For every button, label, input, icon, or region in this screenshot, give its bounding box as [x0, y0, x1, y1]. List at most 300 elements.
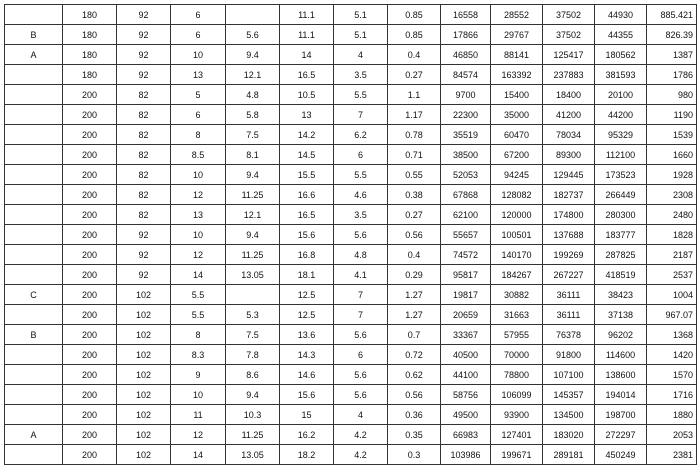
table-cell: 10: [171, 225, 226, 245]
table-cell: 7.5: [226, 125, 280, 145]
table-cell: 13.05: [226, 445, 280, 465]
table-cell: 20659: [441, 305, 491, 325]
table-cell: 1880: [647, 405, 697, 425]
table-cell: 22300: [441, 105, 491, 125]
table-cell: 6: [171, 105, 226, 125]
table-cell: 13: [171, 65, 226, 85]
table-cell: 120000: [491, 205, 543, 225]
table-cell: 5.6: [334, 365, 388, 385]
table-cell: 5.5: [171, 285, 226, 305]
table-cell: 12.5: [280, 305, 334, 325]
table-cell: 18.2: [280, 445, 334, 465]
table-cell: 200: [63, 325, 117, 345]
table-cell: 84574: [441, 65, 491, 85]
table-cell: 5.5: [334, 85, 388, 105]
table-row: [5, 105, 697, 125]
table-cell: 103986: [441, 445, 491, 465]
table-cell: 12: [171, 185, 226, 205]
table-cell: 4.8: [334, 245, 388, 265]
table-cell: 102: [117, 285, 171, 305]
table-cell: 6: [171, 25, 226, 45]
table-cell: 114600: [595, 345, 647, 365]
table-cell-grade: [5, 145, 63, 165]
table-cell-grade: [5, 5, 63, 25]
table-row: [5, 145, 697, 165]
table-cell: 36111: [543, 285, 595, 305]
table-cell: 0.35: [388, 425, 441, 445]
table-cell: 5.5: [171, 305, 226, 325]
table-cell: 74572: [441, 245, 491, 265]
table-cell: 9.4: [226, 45, 280, 65]
table-cell: 8.3: [171, 345, 226, 365]
table-cell: 107100: [543, 365, 595, 385]
table-cell: 11.25: [226, 245, 280, 265]
table-cell: 96202: [595, 325, 647, 345]
table-cell: 88141: [491, 45, 543, 65]
table-row: [5, 385, 697, 405]
table-cell: 92: [117, 5, 171, 25]
table-cell: 78800: [491, 365, 543, 385]
table-cell: 0.55: [388, 165, 441, 185]
table-cell: 200: [63, 405, 117, 425]
table-cell-grade: [5, 405, 63, 425]
table-cell: 41200: [543, 105, 595, 125]
table-cell: 6.2: [334, 125, 388, 145]
table-cell: 37502: [543, 25, 595, 45]
table-cell: 18400: [543, 85, 595, 105]
table-cell: 200: [63, 445, 117, 465]
table-cell-grade: [5, 65, 63, 85]
table-row: [5, 445, 697, 465]
table-cell: 200: [63, 145, 117, 165]
table-cell: 16.6: [280, 185, 334, 205]
table-cell: 0.56: [388, 225, 441, 245]
table-cell: 82: [117, 185, 171, 205]
table-cell: 450249: [595, 445, 647, 465]
table-cell: 52053: [441, 165, 491, 185]
table-cell: 8.5: [171, 145, 226, 165]
table-cell: 200: [63, 305, 117, 325]
table-cell: 15.6: [280, 225, 334, 245]
table-cell: 5.6: [334, 325, 388, 345]
table-cell: 106099: [491, 385, 543, 405]
table-row: [5, 225, 697, 245]
table-cell-grade: A: [5, 425, 63, 445]
table-cell: 12: [171, 245, 226, 265]
table-cell: 200: [63, 345, 117, 365]
table-cell: 92: [117, 265, 171, 285]
table-cell: 10: [171, 45, 226, 65]
table-cell: 2480: [647, 205, 697, 225]
table-cell: 5.5: [334, 165, 388, 185]
table-cell: 0.7: [388, 325, 441, 345]
table-cell: 183777: [595, 225, 647, 245]
table-cell: 102: [117, 325, 171, 345]
table-cell: 1420: [647, 345, 697, 365]
table-cell: 102: [117, 365, 171, 385]
table-cell: 198700: [595, 405, 647, 425]
table-cell: 0.4: [388, 245, 441, 265]
table-cell: 1.1: [388, 85, 441, 105]
table-cell: 1004: [647, 285, 697, 305]
table-cell: 125417: [543, 45, 595, 65]
table-cell-grade: [5, 365, 63, 385]
table-cell: 12: [171, 425, 226, 445]
table-cell: 180: [63, 25, 117, 45]
table-cell: 0.72: [388, 345, 441, 365]
table-cell: 7: [334, 105, 388, 125]
table-cell: 16.5: [280, 65, 334, 85]
table-cell: 0.27: [388, 205, 441, 225]
table-cell: 7: [334, 285, 388, 305]
table-cell-grade: A: [5, 45, 63, 65]
table-cell: 2187: [647, 245, 697, 265]
table-cell: 14.6: [280, 365, 334, 385]
table-cell: 1368: [647, 325, 697, 345]
table-cell: 199269: [543, 245, 595, 265]
table-cell: 200: [63, 165, 117, 185]
table-cell: 76378: [543, 325, 595, 345]
table-cell: 82: [117, 85, 171, 105]
table-cell: 92: [117, 25, 171, 45]
table-cell: 11.25: [226, 425, 280, 445]
table-cell: 44100: [441, 365, 491, 385]
table-cell: 57955: [491, 325, 543, 345]
table-cell: 7.5: [226, 325, 280, 345]
table-cell: 200: [63, 245, 117, 265]
table-cell: 60470: [491, 125, 543, 145]
table-cell: 0.27: [388, 65, 441, 85]
table-cell-grade: [5, 105, 63, 125]
table-cell: 1786: [647, 65, 697, 85]
table-cell: 0.85: [388, 25, 441, 45]
table-cell: 174800: [543, 205, 595, 225]
table-cell: 78034: [543, 125, 595, 145]
table-cell-grade: [5, 225, 63, 245]
table-cell: 82: [117, 105, 171, 125]
table-cell: 381593: [595, 65, 647, 85]
table-cell: 12.1: [226, 205, 280, 225]
table-cell: 2537: [647, 265, 697, 285]
table-cell: 140170: [491, 245, 543, 265]
table-cell: 9.4: [226, 225, 280, 245]
table-cell: 15400: [491, 85, 543, 105]
table-row: [5, 265, 697, 285]
table-cell: 0.38: [388, 185, 441, 205]
table-cell: 200: [63, 85, 117, 105]
table-cell: 5.1: [334, 25, 388, 45]
table-cell: 5.6: [334, 385, 388, 405]
table-cell: 287825: [595, 245, 647, 265]
table-row: [5, 285, 697, 305]
table-cell: 16.8: [280, 245, 334, 265]
table-cell: 19817: [441, 285, 491, 305]
table-row: [5, 45, 697, 65]
table-cell: 0.29: [388, 265, 441, 285]
table-cell: 5.1: [334, 5, 388, 25]
table-cell: 11.1: [280, 25, 334, 45]
table-cell: 1190: [647, 105, 697, 125]
table-cell-grade: [5, 445, 63, 465]
table-cell: 0.36: [388, 405, 441, 425]
table-cell: 967.07: [647, 305, 697, 325]
table-cell: 3.5: [334, 205, 388, 225]
table-cell: 33367: [441, 325, 491, 345]
table-cell: 3.5: [334, 65, 388, 85]
table-cell: 13: [171, 205, 226, 225]
table-cell: 980: [647, 85, 697, 105]
table-cell: 5: [171, 85, 226, 105]
table-cell: 1.17: [388, 105, 441, 125]
table-cell: 92: [117, 45, 171, 65]
table-cell: 82: [117, 145, 171, 165]
table-cell: 0.78: [388, 125, 441, 145]
table-cell: 200: [63, 205, 117, 225]
table-cell: 92: [117, 245, 171, 265]
table-cell: 102: [117, 425, 171, 445]
table-cell: 885.421: [647, 5, 697, 25]
table-cell: 102: [117, 305, 171, 325]
table-cell: 200: [63, 365, 117, 385]
table-cell: 9.4: [226, 385, 280, 405]
table-cell: 20100: [595, 85, 647, 105]
table-cell: 1539: [647, 125, 697, 145]
table-cell: 10: [171, 165, 226, 185]
table-cell-grade: [5, 345, 63, 365]
table-cell: 7: [334, 305, 388, 325]
table-cell: 1828: [647, 225, 697, 245]
table-row: [5, 185, 697, 205]
table-cell: 4.6: [334, 185, 388, 205]
table-cell: 289181: [543, 445, 595, 465]
table-cell: 128082: [491, 185, 543, 205]
table-cell: 15: [280, 405, 334, 425]
table-row: [5, 305, 697, 325]
table-cell: 180: [63, 5, 117, 25]
table-row: [5, 125, 697, 145]
table-cell-grade: [5, 265, 63, 285]
table-cell: 1.27: [388, 305, 441, 325]
table-cell: 14: [171, 445, 226, 465]
table-cell: 138600: [595, 365, 647, 385]
table-cell: 180: [63, 45, 117, 65]
table-cell: 93900: [491, 405, 543, 425]
table-cell: 67200: [491, 145, 543, 165]
table-cell: 112100: [595, 145, 647, 165]
table-cell: 91800: [543, 345, 595, 365]
table-cell: 200: [63, 185, 117, 205]
table-cell: 58756: [441, 385, 491, 405]
table-cell: 89300: [543, 145, 595, 165]
table-cell: 55657: [441, 225, 491, 245]
table-cell: 70000: [491, 345, 543, 365]
table-cell: 2308: [647, 185, 697, 205]
table-cell: 14.5: [280, 145, 334, 165]
table-cell: 145357: [543, 385, 595, 405]
data-table: [4, 4, 697, 465]
table-cell: 127401: [491, 425, 543, 445]
table-cell: 102: [117, 405, 171, 425]
table-cell: 10.3: [226, 405, 280, 425]
table-cell: 199671: [491, 445, 543, 465]
table-cell: 36111: [543, 305, 595, 325]
table-cell-grade: [5, 185, 63, 205]
table-cell: 17866: [441, 25, 491, 45]
table-cell: 12.5: [280, 285, 334, 305]
table-cell-grade: B: [5, 325, 63, 345]
table-cell: 1928: [647, 165, 697, 185]
table-cell: 44930: [595, 5, 647, 25]
table-cell: 28552: [491, 5, 543, 25]
table-cell: 4: [334, 405, 388, 425]
table-cell: 16.5: [280, 205, 334, 225]
table-cell: 37138: [595, 305, 647, 325]
table-cell: 183020: [543, 425, 595, 445]
table-cell: 95817: [441, 265, 491, 285]
table-row: [5, 85, 697, 105]
table-cell: 44355: [595, 25, 647, 45]
table-cell: 200: [63, 385, 117, 405]
table-cell: 13.6: [280, 325, 334, 345]
table-cell: 180: [63, 65, 117, 85]
table-cell: 82: [117, 205, 171, 225]
table-cell: 12.1: [226, 65, 280, 85]
table-cell: 82: [117, 125, 171, 145]
table-cell: 11: [171, 405, 226, 425]
table-cell-grade: [5, 305, 63, 325]
table-cell: 35000: [491, 105, 543, 125]
table-cell: 29767: [491, 25, 543, 45]
table-cell: 6: [334, 145, 388, 165]
table-cell: 129445: [543, 165, 595, 185]
table-cell: 4: [334, 45, 388, 65]
table-cell: 5.3: [226, 305, 280, 325]
table-row: [5, 365, 697, 385]
table-cell: 182737: [543, 185, 595, 205]
table-cell: 6: [171, 5, 226, 25]
table-cell: 100501: [491, 225, 543, 245]
table-cell: 272297: [595, 425, 647, 445]
table-cell: 82: [117, 165, 171, 185]
table-cell: 102: [117, 385, 171, 405]
table-cell: 44200: [595, 105, 647, 125]
table-row: [5, 345, 697, 365]
table-cell: 2381: [647, 445, 697, 465]
table-cell: 9.4: [226, 165, 280, 185]
table-cell: 30882: [491, 285, 543, 305]
table-cell: 0.62: [388, 365, 441, 385]
table-cell: 10: [171, 385, 226, 405]
table-cell: 5.6: [226, 25, 280, 45]
table-cell: 102: [117, 345, 171, 365]
table-cell: 0.56: [388, 385, 441, 405]
table-cell-grade: C: [5, 285, 63, 305]
table-cell: 200: [63, 425, 117, 445]
table-cell: 4.2: [334, 445, 388, 465]
table-cell: 11.25: [226, 185, 280, 205]
table-cell: 8: [171, 325, 226, 345]
table-cell: 14.3: [280, 345, 334, 365]
table-cell: 0.3: [388, 445, 441, 465]
table-cell: 8.1: [226, 145, 280, 165]
table-cell: 6: [334, 345, 388, 365]
table-cell: 8.6: [226, 365, 280, 385]
table-cell: 67868: [441, 185, 491, 205]
table-row: [5, 425, 697, 445]
table-cell: 13: [280, 105, 334, 125]
table-cell: 92: [117, 225, 171, 245]
table-cell: 200: [63, 125, 117, 145]
table-cell: 1660: [647, 145, 697, 165]
table-cell: 180562: [595, 45, 647, 65]
table-cell: 4.2: [334, 425, 388, 445]
table-cell: 95329: [595, 125, 647, 145]
table-row: [5, 5, 697, 25]
table-cell-grade: [5, 125, 63, 145]
table-row: [5, 325, 697, 345]
table-cell: 4.8: [226, 85, 280, 105]
table-cell: 184267: [491, 265, 543, 285]
table-cell: 1716: [647, 385, 697, 405]
table-cell: 826.39: [647, 25, 697, 45]
table-cell: 102: [117, 445, 171, 465]
table-cell: 1570: [647, 365, 697, 385]
table-cell: 18.1: [280, 265, 334, 285]
table-cell: 200: [63, 285, 117, 305]
table-cell: 40500: [441, 345, 491, 365]
table-cell: 418519: [595, 265, 647, 285]
table-row: [5, 205, 697, 225]
table-cell: 11.1: [280, 5, 334, 25]
table-cell-grade: [5, 385, 63, 405]
table-cell: 5.8: [226, 105, 280, 125]
table-cell: 0.85: [388, 5, 441, 25]
table-cell: 92: [117, 65, 171, 85]
table-cell-grade: [5, 245, 63, 265]
table-cell: 194014: [595, 385, 647, 405]
table-cell: 280300: [595, 205, 647, 225]
table-row: [5, 165, 697, 185]
table-cell: 49500: [441, 405, 491, 425]
table-cell: 10.5: [280, 85, 334, 105]
table-cell: 14: [171, 265, 226, 285]
table-cell: 38500: [441, 145, 491, 165]
table-cell: 266449: [595, 185, 647, 205]
table-body: [5, 5, 697, 465]
table-cell: 1387: [647, 45, 697, 65]
table-cell: 7.8: [226, 345, 280, 365]
table-cell: 173523: [595, 165, 647, 185]
table-cell: 5.6: [334, 225, 388, 245]
table-cell: 94245: [491, 165, 543, 185]
table-cell-grade: B: [5, 25, 63, 45]
table-cell: 200: [63, 265, 117, 285]
table-cell: 14: [280, 45, 334, 65]
table-cell: 66983: [441, 425, 491, 445]
table-cell: 1.27: [388, 285, 441, 305]
table-cell: 163392: [491, 65, 543, 85]
table-cell: 9700: [441, 85, 491, 105]
table-cell: 37502: [543, 5, 595, 25]
table-cell: 2053: [647, 425, 697, 445]
table-cell: 16.2: [280, 425, 334, 445]
table-cell: 31663: [491, 305, 543, 325]
table-cell: 200: [63, 225, 117, 245]
table-cell: 35519: [441, 125, 491, 145]
table-cell: [226, 5, 280, 25]
table-cell: 15.5: [280, 165, 334, 185]
table-cell: 62100: [441, 205, 491, 225]
